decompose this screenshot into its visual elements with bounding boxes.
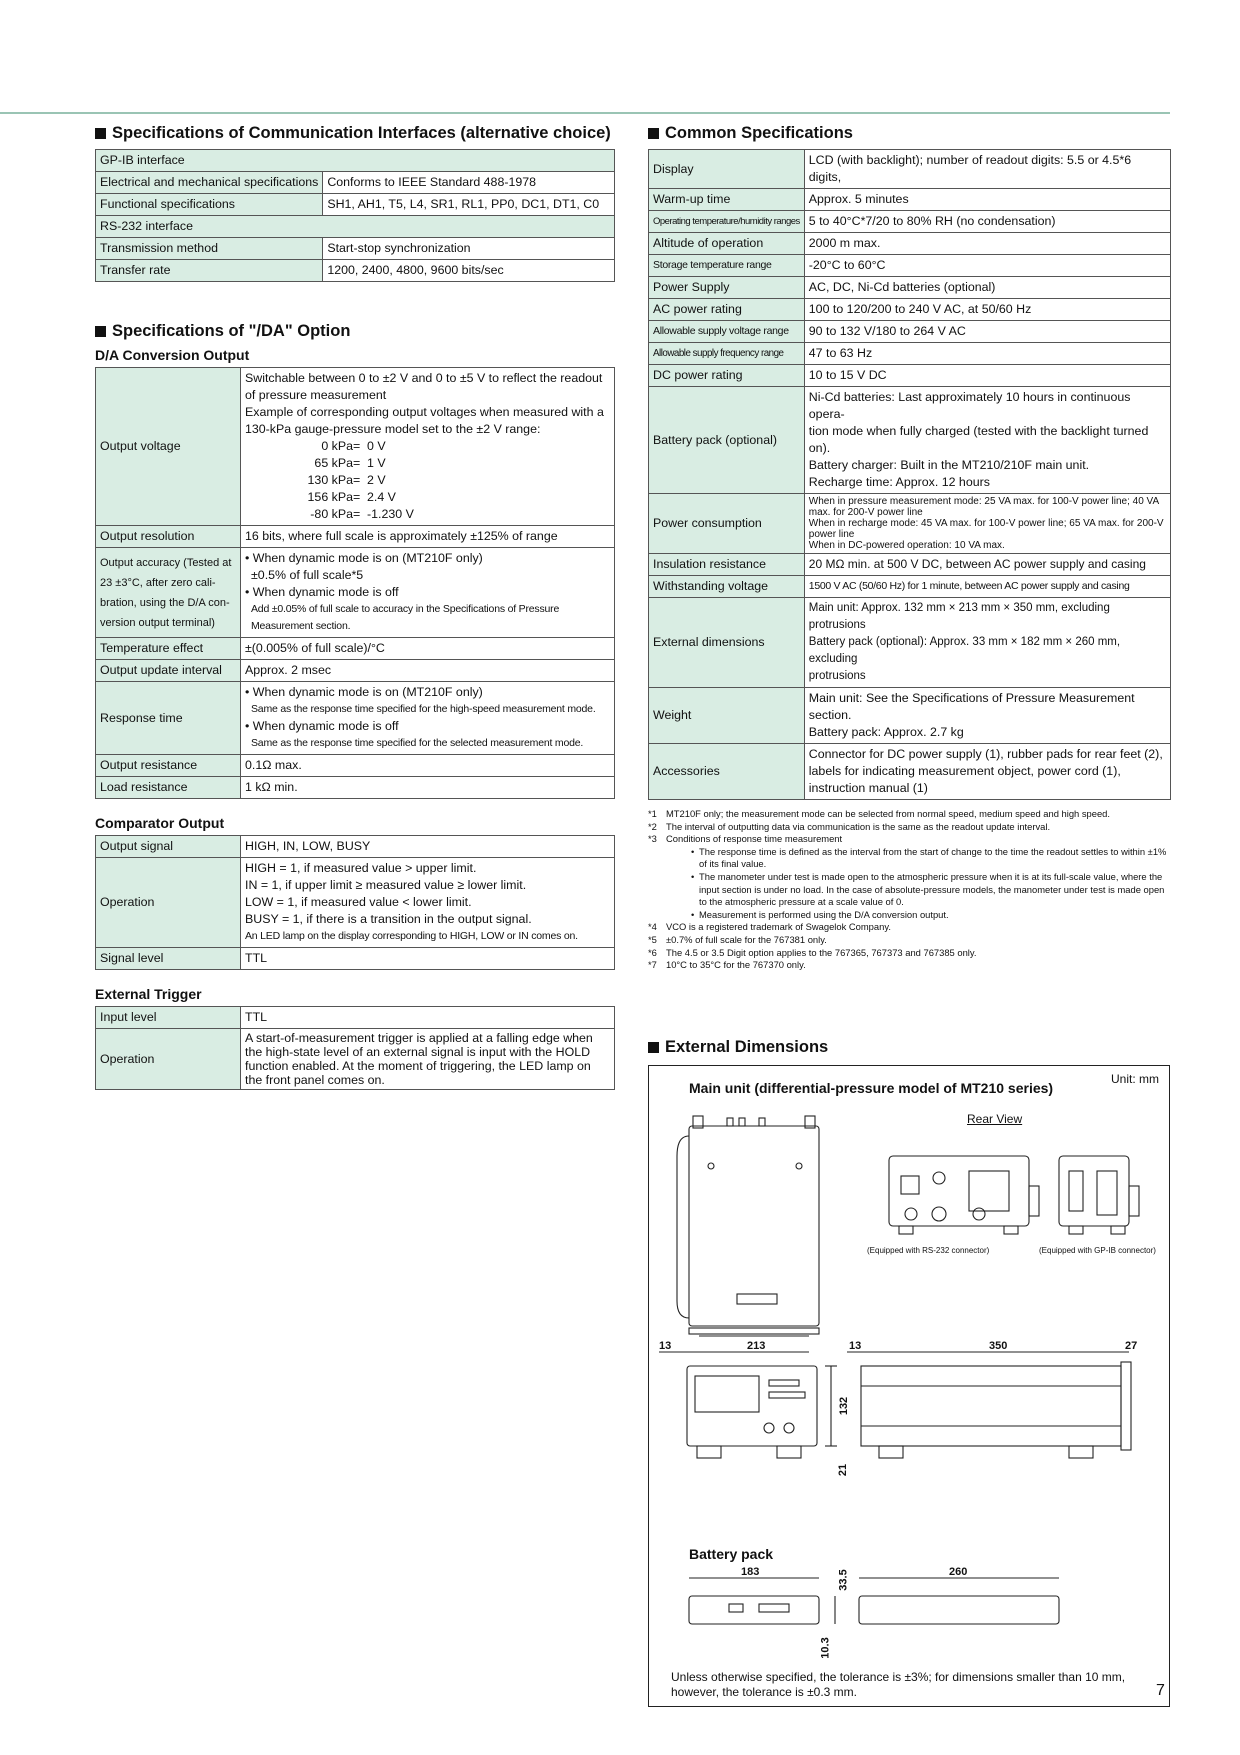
footnote: *1 MT210F only; the measurement mode can be selected from normal speed, medium speed and high speed. <box>648 808 1110 819</box>
footnote-bullet: • Measurement is performed using the D/A conversion output. <box>691 908 949 920</box>
footnotes <box>648 808 1171 972</box>
footnote-bullet: • The response time is defined as the interval from the start of change to the time the readout settles to within ±1% of its final value. <box>691 845 1167 870</box>
trigger-title: External Trigger <box>95 986 202 1002</box>
left-column <box>95 124 615 1090</box>
comm-table <box>95 149 615 282</box>
common-section-title: Common Specifications <box>648 124 1171 143</box>
table-row: Output voltage Switchable between 0 to ±2 V and 0 to ±5 V to reflect the readout of pressure measurement Example of corresponding output voltages when measured with a 130-kPa gauge-pressure model set to the ±2 V range: 0 kPa = 0 V 65 kPa = 1 V 130 kPa = 2 V 156 kPa = 2.4 V -80 kPa = -1.230 V <box>96 368 615 526</box>
dim-213: 213 <box>747 1339 766 1352</box>
trigger-table <box>95 1006 615 1090</box>
rear-view-rs232 <box>889 1156 1039 1234</box>
battery-pack-title: Battery pack <box>689 1545 774 1562</box>
table-row: Display LCD (with backlight); number of readout digits: 5.5 or 4.5*6 digits, <box>649 150 1171 189</box>
dim-21: 21 <box>837 1463 850 1476</box>
side-view <box>847 1352 1131 1458</box>
dim-350: 350 <box>989 1339 1008 1352</box>
dim-33.5: 33.5 <box>837 1569 850 1591</box>
table-row: Functional specifications SH1, AH1, T5, L4, SR1, RL1, PP0, DC1, DT1, C0 <box>96 194 615 216</box>
table-row: Weight Main unit: See the Specifications of Pressure Measurement section. Battery pack: Approx. 2.7 kg <box>649 688 1171 744</box>
rear-view-label: Rear View <box>967 1111 1023 1126</box>
table-row: AC power rating 100 to 120/200 to 240 V AC, at 50/60 Hz <box>649 299 1171 321</box>
table-row: Transmission method Start-stop synchronization <box>96 238 615 260</box>
bullet-square-icon <box>648 1042 659 1053</box>
dim-27: 27 <box>1125 1339 1138 1352</box>
dim-13: 13 <box>849 1339 862 1352</box>
table-row: Accessories Connector for DC power supply (1), rubber pads for rear feet (2), labels for indicating measurement object, power cord (1), instruction manual (1) <box>649 744 1171 800</box>
table-row: RS-232 interface <box>96 216 615 238</box>
tolerance-note: Unless otherwise specified, the tolerance is ±3%; for dimensions smaller than 10 mm, however, the tolerance is ±0.3 mm. <box>671 1669 1126 1699</box>
table-row: Input level TTL <box>96 1007 615 1029</box>
page-number: 7 <box>1156 1682 1165 1699</box>
front-view <box>659 1352 837 1458</box>
dim-260: 260 <box>949 1565 968 1578</box>
bullet-square-icon <box>648 128 659 139</box>
table-row: Operating temperature/humidity ranges 5 to 40°C*7/20 to 80% RH (no condensation) <box>649 211 1171 233</box>
footnote: *3 Conditions of response time measurement <box>648 833 843 845</box>
bullet-square-icon <box>95 128 106 139</box>
table-row: Allowable supply frequency range 47 to 63 Hz <box>649 343 1171 365</box>
table-row: Output accuracy (Tested at 23 ±3°C, after zero cali-bration, using the D/A con-version output terminal) • When dynamic mode is on (MT210F only) ±0.5% of full scale*5 • When dynamic mode is off Add ±0.05% of full scale to accuracy in the Specifications of Pressure Measurement section. <box>96 548 615 638</box>
dim-13: 13 <box>659 1339 672 1352</box>
table-row: Insulation resistance 20 MΩ min. at 500 V DC, between AC power supply and casing <box>649 554 1171 576</box>
gpib-caption: (Equipped with GP-IB connector) <box>1039 1245 1156 1255</box>
top-view <box>677 1116 819 1336</box>
table-row: Battery pack (optional) Ni-Cd batteries: Last approximately 10 hours in continuous opera- tion mode when fully charged (tested with the backlight turned on). Battery charger: Built in the MT210/210F main unit. Recharge time: Approx. 12 hours <box>649 387 1171 494</box>
table-row: Warm-up time Approx. 5 minutes <box>649 189 1171 211</box>
footnote: *6 The 4.5 or 3.5 Digit option applies to the 767365, 767373 and 767385 only. <box>648 946 977 958</box>
table-row: Load resistance 1 kΩ min. <box>96 777 615 799</box>
table-row: External dimensions Main unit: Approx. 132 mm × 213 mm × 350 mm, excluding protrusions Battery pack (optional): Approx. 33 mm × 182 mm × 260 mm, excluding protrusions <box>649 598 1171 688</box>
table-row: Operation A start-of-measurement trigger is applied at a falling edge when the high-state level of an external signal is input with the HOLD function enabled. At the moment of triggering, the LED lamp on the front panel comes on. <box>96 1029 615 1090</box>
table-row: Power consumption When in pressure measurement mode: 25 VA max. for 100-V power line; 40 VA max. for 200-V power line When in recharge mode: 45 VA max. for 100-V power line; 65 VA max. for 200-V power line When in DC-powered operation: 10 VA max. <box>649 494 1171 554</box>
footnote: *7 10°C to 35°C for the 767370 only. <box>648 959 806 971</box>
table-row: Storage temperature range -20°C to 60°C <box>649 255 1171 277</box>
comm-section-title: Specifications of Communication Interfaces (alternative choice) <box>95 124 615 143</box>
common-table <box>648 149 1171 800</box>
battery-side-view <box>859 1578 1059 1624</box>
voltage-row: -80 kPa = -1.230 V <box>310 507 414 521</box>
dim-132: 132 <box>838 1396 851 1415</box>
table-row: Operation HIGH = 1, if measured value > upper limit. IN = 1, if upper limit ≥ measured value ≥ lower limit. LOW = 1, if measured value < lower limit. BUSY = 1, if there is a transition in the output signal. An LED lamp on the display corresponding to HIGH, LOW or IN comes on. <box>96 858 615 948</box>
table-row: Altitude of operation 2000 m max. <box>649 233 1171 255</box>
da-table <box>95 367 615 799</box>
table-row: DC power rating 10 to 15 V DC <box>649 365 1171 387</box>
table-row: Withstanding voltage 1500 V AC (50/60 Hz) for 1 minute, between AC power supply and casing <box>649 576 1171 598</box>
table-row: Response time • When dynamic mode is on (MT210F only) Same as the response time specified for the high-speed measurement mode. • When dynamic mode is off Same as the response time specified for the selected measurement mode. <box>96 682 615 755</box>
table-row: Electrical and mechanical specifications Conforms to IEEE Standard 488-1978 <box>96 172 615 194</box>
comparator-title: Comparator Output <box>95 815 225 831</box>
table-row: GP-IB interface <box>96 150 615 172</box>
dim-183: 183 <box>741 1565 760 1578</box>
footnote: *5 ±0.7% of full scale for the 767381 only. <box>648 933 827 945</box>
dimension-drawing <box>649 1066 1169 1706</box>
rear-view-gpib <box>1059 1156 1139 1234</box>
dim-10.3: 10.3 <box>819 1637 832 1659</box>
voltage-row: 0 kPa = 0 V <box>321 439 386 453</box>
table-row: Output update interval Approx. 2 msec <box>96 660 615 682</box>
battery-front-view <box>689 1578 835 1624</box>
dims-section-title: External Dimensions <box>648 1038 1171 1057</box>
table-row: Output signal HIGH, IN, LOW, BUSY <box>96 836 615 858</box>
unit-label: Unit: mm <box>1111 1071 1159 1086</box>
footnote: *4 VCO is a registered trademark of Swagelok Company. <box>648 921 891 933</box>
voltage-row: 65 kPa = 1 V <box>314 456 386 470</box>
rs232-caption: (Equipped with RS-232 connector) <box>867 1245 990 1255</box>
table-row: Output resolution 16 bits, where full scale is approximately ±125% of range <box>96 526 615 548</box>
table-row: Signal level TTL <box>96 948 615 970</box>
right-column <box>648 124 1171 1707</box>
table-row: Allowable supply voltage range 90 to 132 V/180 to 264 V AC <box>649 321 1171 343</box>
footnote-bullet: • The manometer under test is made open to the atmospheric pressure when it is at its full-scale value, where the input section is under no load. In the case of absolute-pressure models, the manometer under test is made open to the atmospheric pressure at a scale value of 0. <box>691 870 1165 908</box>
table-row: Transfer rate 1200, 2400, 4800, 9600 bits/sec <box>96 260 615 282</box>
bullet-square-icon <box>95 326 106 337</box>
voltage-row: 156 kPa = 2.4 V <box>307 490 396 504</box>
da-section-title: Specifications of "/DA" Option <box>95 322 615 341</box>
table-row: Temperature effect ±(0.005% of full scale)/°C <box>96 638 615 660</box>
table-row: Output resistance 0.1Ω max. <box>96 755 615 777</box>
header-rule <box>0 112 1170 114</box>
dimensions-figure <box>648 1065 1170 1707</box>
comparator-table <box>95 835 615 970</box>
da-subtitle: D/A Conversion Output <box>95 347 250 363</box>
main-unit-title: Main unit (differential-pressure model of MT210 series) <box>689 1079 1054 1096</box>
footnote: *2 The interval of outputting data via communication is the same as the readout update interval. <box>648 820 1051 832</box>
table-row: Power Supply AC, DC, Ni-Cd batteries (optional) <box>649 277 1171 299</box>
voltage-row: 130 kPa = 2 V <box>307 473 386 487</box>
